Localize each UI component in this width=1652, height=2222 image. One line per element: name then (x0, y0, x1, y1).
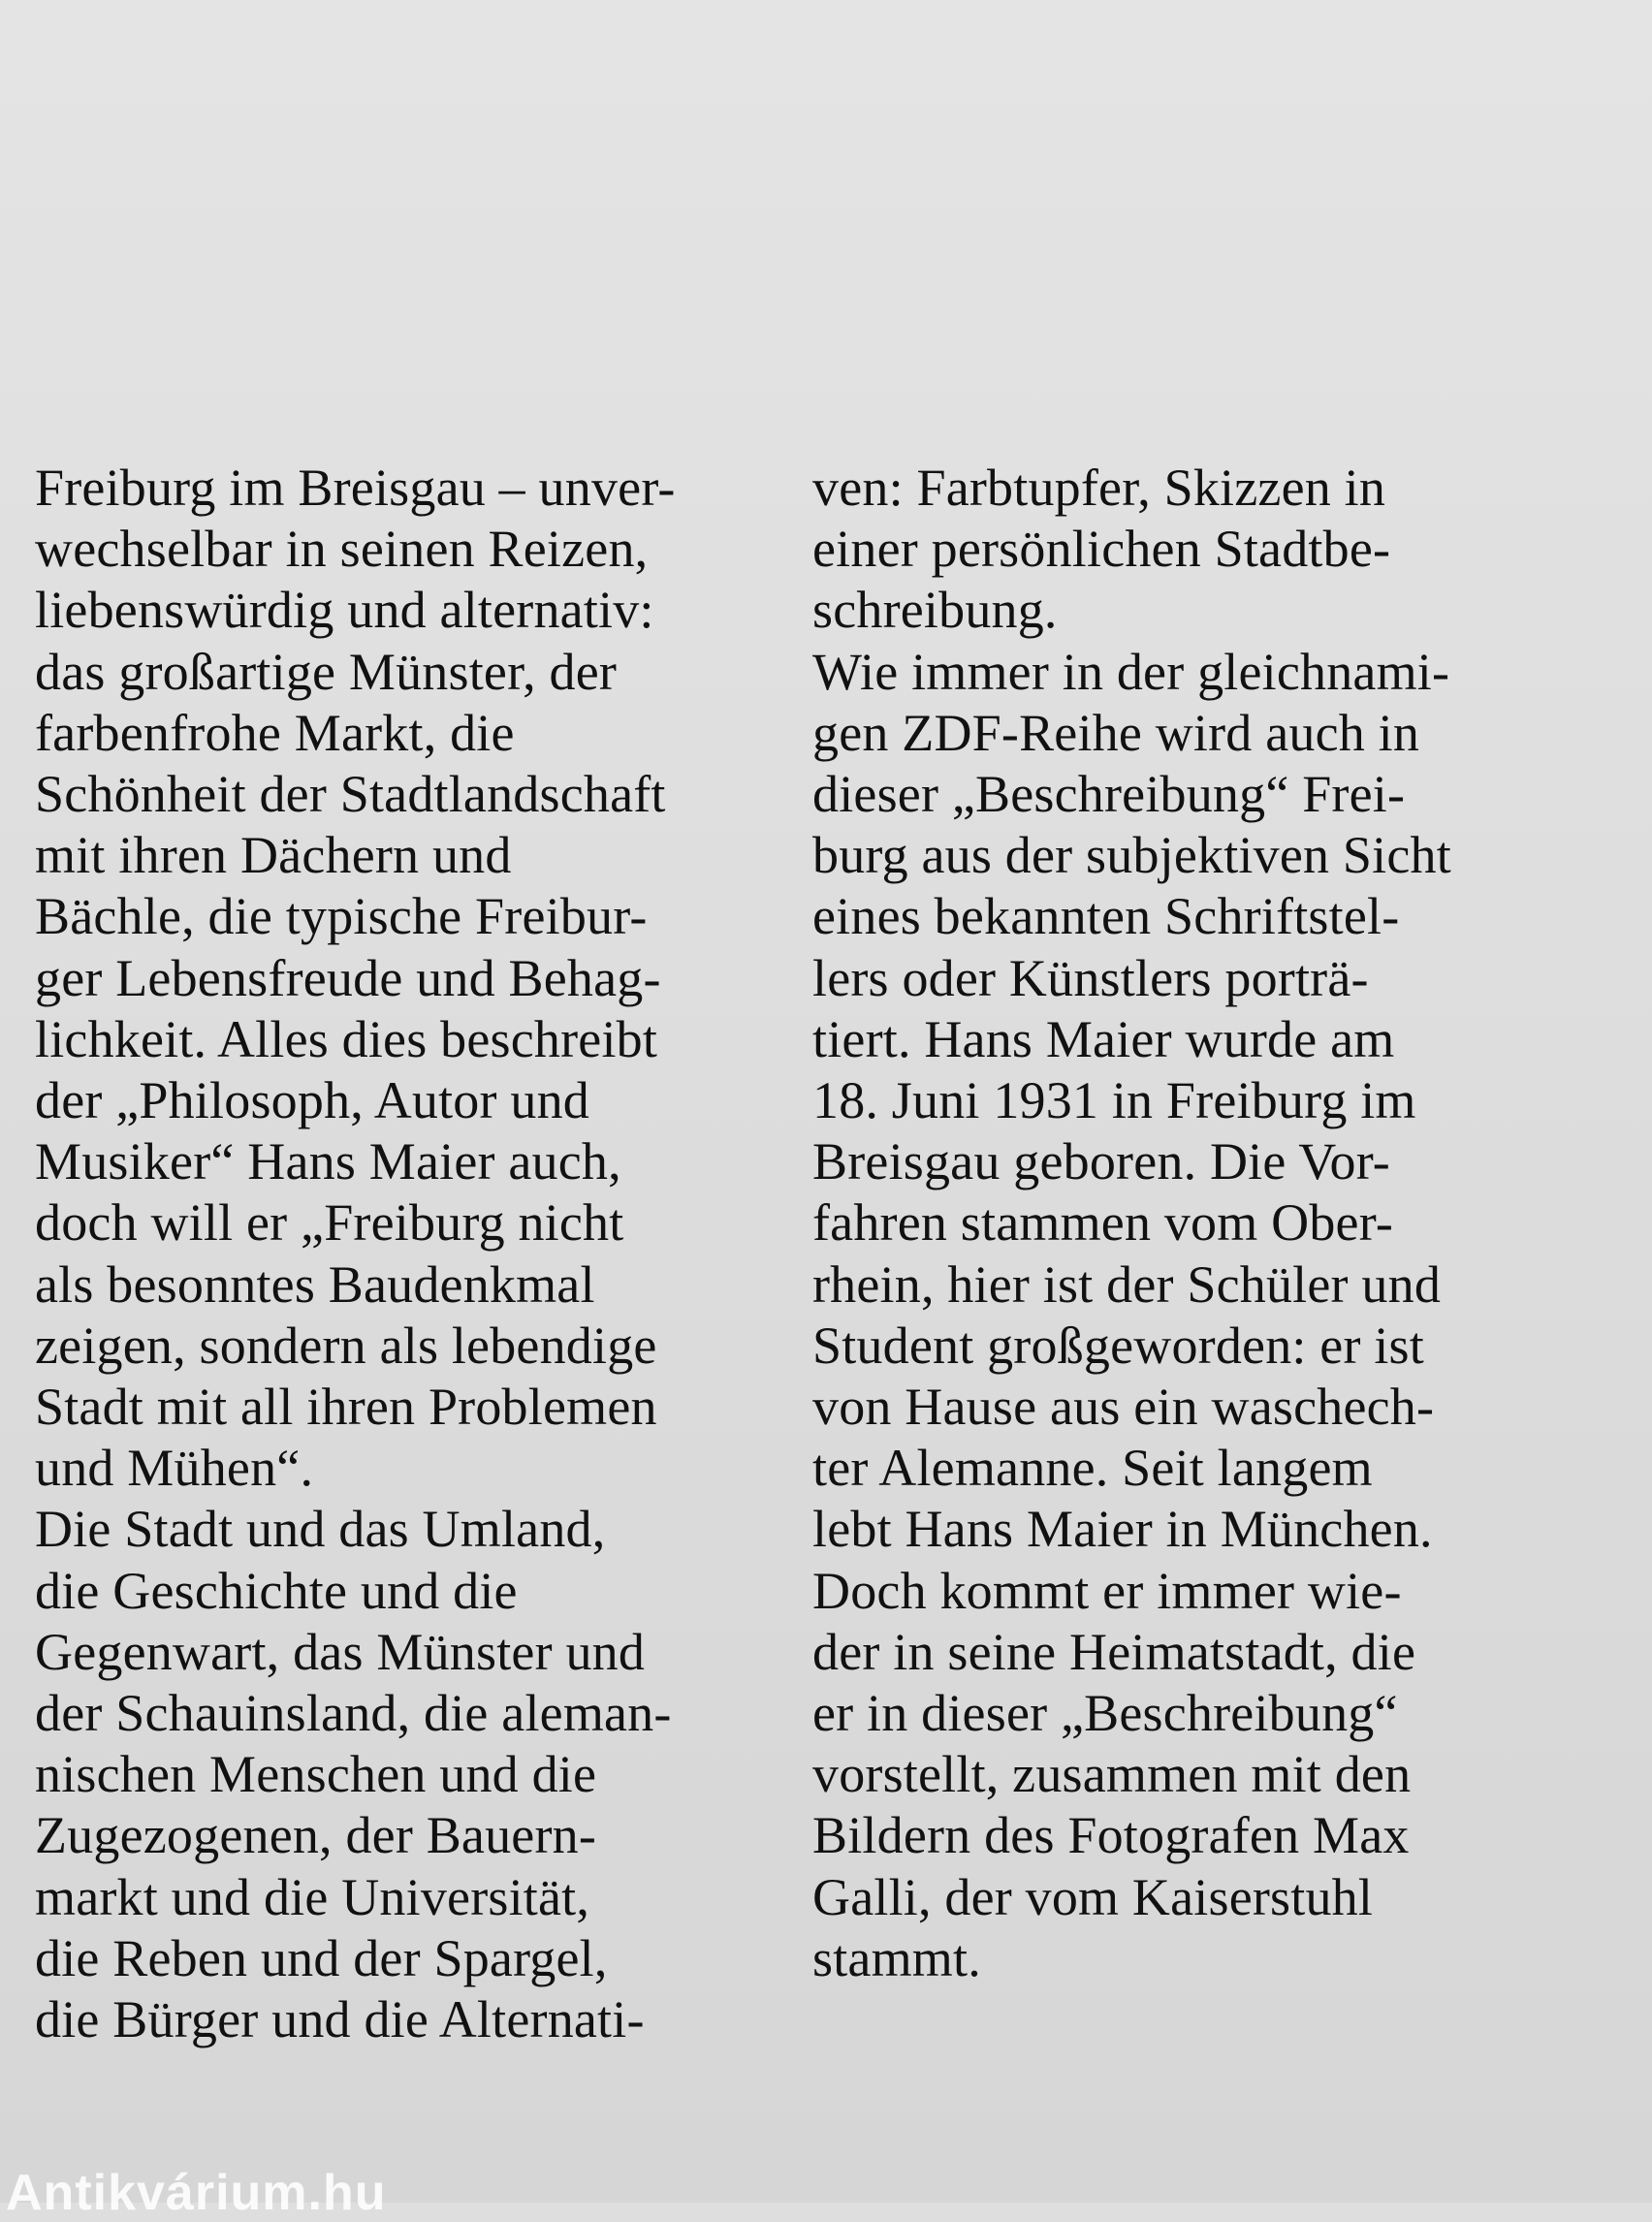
text-line: wechselbar in seinen Reizen, (35, 520, 649, 579)
text-line: Breisgau geboren. Die Vor- (812, 1132, 1390, 1191)
text-line: Stadt mit all ihren Problemen (35, 1378, 657, 1437)
text-line: lichkeit. Alles dies beschreibt (35, 1009, 658, 1068)
text-line: liebenswürdig und alternativ: (35, 581, 654, 640)
text-line: Musiker“ Hans Maier auch, (35, 1132, 621, 1191)
text-line: die Geschichte und die (35, 1561, 518, 1620)
text-line: 18. Juni 1931 in Freiburg im (812, 1071, 1416, 1130)
text-line: Doch kommt er immer wie- (812, 1561, 1402, 1620)
text-column-right (812, 458, 1549, 1989)
text-line: fahren stammen vom Ober- (812, 1193, 1394, 1253)
text-line: Die Stadt und das Umland, (35, 1500, 606, 1559)
text-line: ger Lebensfreude und Behag- (35, 948, 661, 1007)
text-line: und Mühen“. (35, 1439, 314, 1498)
text-line: ter Alemanne. Seit langem (812, 1439, 1373, 1498)
text-line: zeigen, sondern als lebendige (35, 1316, 657, 1375)
text-line: der Schauinsland, die aleman- (35, 1684, 672, 1743)
text-line: der „Philosoph, Autor und (35, 1071, 589, 1130)
text-line: farbenfrohe Markt, die (35, 703, 515, 762)
text-line: Bächle, die typische Freibur- (35, 887, 648, 946)
text-line: lebt Hans Maier in München. (812, 1500, 1433, 1559)
text-line: Student großgeworden: er ist (812, 1316, 1424, 1375)
text-line: tiert. Hans Maier wurde am (812, 1009, 1395, 1068)
text-line: Bildern des Fotografen Max (812, 1806, 1410, 1865)
text-line: rhein, hier ist der Schüler und (812, 1254, 1442, 1314)
text-line: eines bekannten Schriftstel- (812, 887, 1400, 946)
text-line: das großartige Münster, der (35, 642, 618, 701)
text-line: dieser „Beschreibung“ Frei- (812, 765, 1406, 824)
text-line: Galli, der vom Kaiserstuhl (812, 1867, 1374, 1926)
text-line: als besonntes Baudenkmal (35, 1254, 595, 1314)
text-line: vorstellt, zusammen mit den (812, 1745, 1412, 1804)
text-line: gen ZDF-Reihe wird auch in (812, 703, 1420, 762)
text-line: einer persönlichen Stadtbe- (812, 520, 1391, 579)
text-line: die Bürger und die Alternati- (35, 1990, 645, 2049)
text-column-left (35, 458, 772, 2050)
text-line: Gegenwart, das Münster und (35, 1622, 646, 1681)
text-line: lers oder Künstlers porträ- (812, 948, 1369, 1007)
text-line: schreibung. (812, 581, 1058, 640)
text-line: nischen Menschen und die (35, 1745, 597, 1804)
text-line: Zugezogenen, der Bauern- (35, 1806, 597, 1865)
text-line: Freiburg im Breisgau – unver- (35, 459, 676, 517)
text-line: Wie immer in der gleichnami- (812, 642, 1450, 701)
text-line: der in seine Heimatstadt, die (812, 1622, 1416, 1681)
text-line: er in dieser „Beschreibung“ (812, 1684, 1398, 1743)
text-line: mit ihren Dächern und (35, 826, 512, 885)
text-line: Schönheit der Stadtlandschaft (35, 765, 666, 824)
text-line: stammt. (812, 1928, 981, 1987)
text-line: von Hause aus ein waschech- (812, 1378, 1435, 1437)
text-line: markt und die Universität, (35, 1867, 590, 1926)
text-line: burg aus der subjektiven Sicht (812, 826, 1451, 885)
text-line: ven: Farbtupfer, Skizzen in (812, 459, 1386, 517)
watermark: Antikvárium.hu (6, 2165, 387, 2221)
text-line: die Reben und der Spargel, (35, 1928, 608, 1987)
text-line: doch will er „Freiburg nicht (35, 1193, 624, 1253)
